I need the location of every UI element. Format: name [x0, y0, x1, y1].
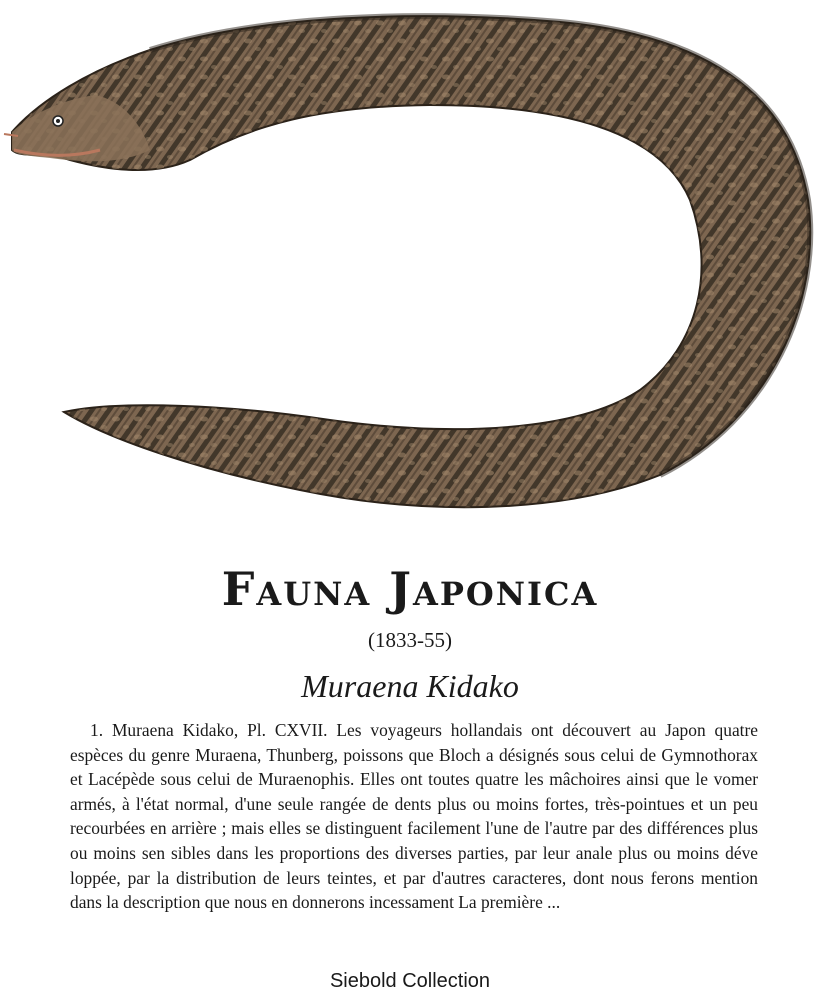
page-title: Fauna Japonica — [221, 562, 599, 616]
species-name: Muraena Kidako — [301, 668, 519, 704]
species-description: 1. Muraena Kidako, Pl. CXVII. Les voyageurs hollandais ont découvert au Japon quatre espèces du genre Muraena, Thunberg, poissons que Bloch a désignés sous celui de Gymnothorax et Lacépède sous celui de Muraenophis. Elles ont toutes quatre les mâchoires ainsi que le vomer armés, à l'état normal, d'une seule rangée de dents plus ou moins fortes, très-pointues et un peu recourbées en arrière ; mais elles se distinguent facilement l'une de l'autre par des différences plus ou moins sen sibles dans les proportions des diverses parties, par leur anale plus ou moins déve loppée, par la distribution de leurs teintes, et par d'autres caracteres, dont nous ferons mention dans la description que nous en donnerons incessament La première ... — [70, 720, 758, 913]
collection-credit: Siebold Collection — [329, 970, 491, 992]
publication-years: (1833-55) — [368, 628, 452, 652]
eel-body — [12, 16, 810, 507]
